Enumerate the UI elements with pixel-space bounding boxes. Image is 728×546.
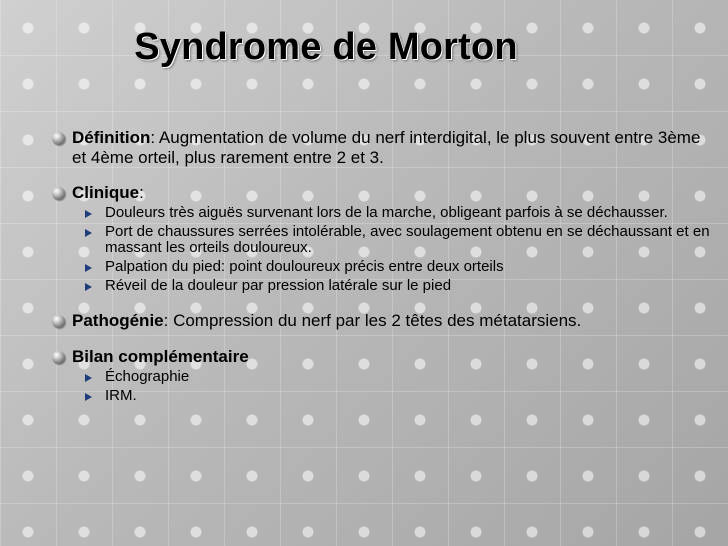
list-item: Palpation du pied: point douloureux précis entre deux orteils [72, 259, 710, 275]
sphere-bullet-icon [52, 351, 65, 364]
bilan-label: Bilan complémentaire [72, 347, 249, 366]
triangle-bullet-icon [85, 283, 92, 291]
pathogenie-text: : Compression du nerf par les 2 têtes des métatarsiens. [163, 311, 582, 330]
sphere-bullet-icon [52, 315, 65, 328]
list-item: Douleurs très aiguës survenant lors de la marche, obligeant parfois à se déchausser. [72, 205, 710, 221]
bullet-bilan [50, 347, 710, 404]
bullet-definition [50, 128, 710, 168]
definition-text: : Augmentation de volume du nerf interdigital, le plus souvent entre 3ème et 4ème orteil, plus rarement entre 2 et 3. [72, 128, 701, 167]
bilan-list [72, 369, 710, 404]
sphere-bullet-icon [52, 187, 65, 200]
sphere-bullet-icon [52, 132, 65, 145]
clinique-suffix: : [139, 183, 144, 202]
list-item: Réveil de la douleur par pression latérale sur le pied [72, 278, 710, 294]
triangle-bullet-icon [85, 264, 92, 272]
bullet-clinique [50, 183, 710, 294]
slide-content [50, 128, 710, 407]
definition-label: Définition [72, 128, 151, 147]
list-item: Échographie [72, 369, 710, 385]
list-item: IRM. [72, 388, 710, 404]
pathogenie-label: Pathogénie [72, 311, 164, 330]
triangle-bullet-icon [85, 374, 92, 382]
triangle-bullet-icon [85, 229, 92, 237]
slide-title: Syndrome de Morton [134, 26, 518, 68]
triangle-bullet-icon [85, 210, 92, 218]
clinique-label: Clinique [72, 183, 140, 202]
list-item: Port de chaussures serrées intolérable, avec soulagement obtenu en se déchaussant et en massant les orteils douloureux. [72, 224, 710, 256]
triangle-bullet-icon [85, 393, 92, 401]
clinique-list [72, 205, 710, 294]
bullet-pathogenie [50, 311, 710, 331]
